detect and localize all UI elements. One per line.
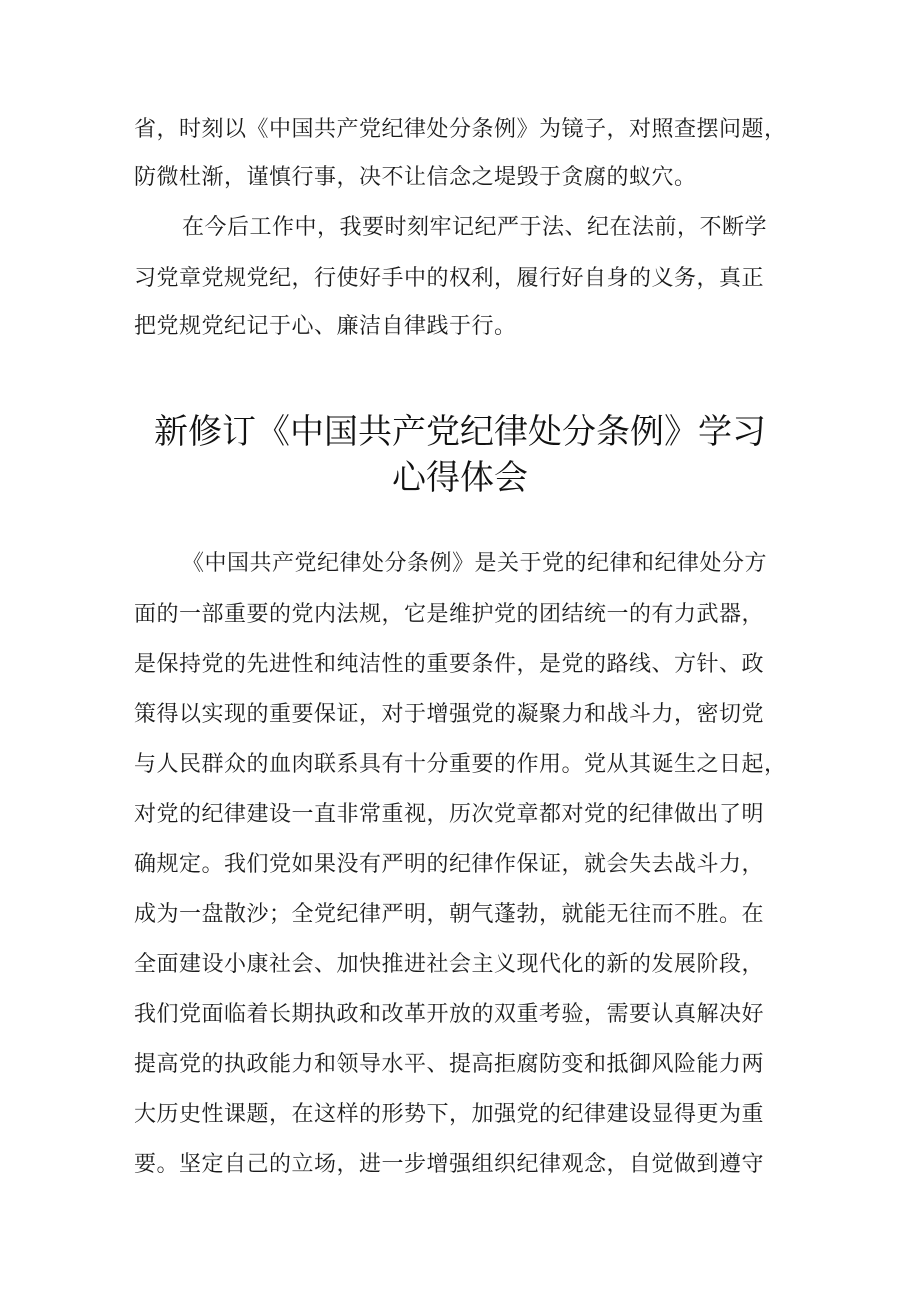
paragraph-line: 大历史性课题，在这样的形势下，加强党的纪律建设显得更为重 [134,1102,765,1127]
paragraph-line: 是保持党的先进性和纯洁性的重要条件，是党的路线、方针、政 [134,652,765,677]
paragraph-line: 对党的纪律建设一直非常重视，历次党章都对党的纪律做出了明 [134,802,765,827]
paragraph-line: 策得以实现的重要保证，对于增强党的凝聚力和战斗力，密切党 [134,702,765,727]
paragraph-line: 要。坚定自己的立场，进一步增强组织纪律观念，自觉做到遵守 [134,1152,765,1177]
article-title: 新修订《中国共产党纪律处分条例》学习 [154,412,766,452]
paragraph-line: 在今后工作中，我要时刻牢记纪严于法、纪在法前，不断学 [182,215,768,240]
paragraph-line: 我们党面临着长期执政和改革开放的双重考验，需要认真解决好 [134,1002,765,1027]
paragraph-line: 与人民群众的血肉联系具有十分重要的作用。党从其诞生之日起， [134,752,787,777]
paragraph-line: 防微杜渐，谨慎行事，决不让信念之堤毁于贪腐的蚁穴。 [134,165,697,190]
paragraph-line: 确规定。我们党如果没有严明的纪律作保证，就会失去战斗力， [134,852,765,877]
paragraph-line: 面的一部重要的党内法规，它是维护党的团结统一的有力武器， [134,602,765,627]
paragraph-line: 习党章党规党纪，行使好手中的权利，履行好自身的义务，真正 [134,266,765,291]
paragraph-line: 省，时刻以《中国共产党纪律处分条例》为镜子，对照查摆问题， [134,117,787,142]
paragraph-line: 提高党的执政能力和领导水平、提高拒腐防变和抵御风险能力两 [134,1052,765,1077]
paragraph-line: 成为一盘散沙；全党纪律严明，朝气蓬勃，就能无往而不胜。在 [134,902,765,927]
paragraph-line: 《中国共产党纪律处分条例》是关于党的纪律和纪律处分方 [182,551,768,576]
paragraph-line: 把党规党纪记于心、廉洁自律践于行。 [134,314,517,339]
paragraph-line: 全面建设小康社会、加快推进社会主义现代化的新的发展阶段， [134,952,765,977]
article-title-continued: 心得体会 [392,458,528,498]
